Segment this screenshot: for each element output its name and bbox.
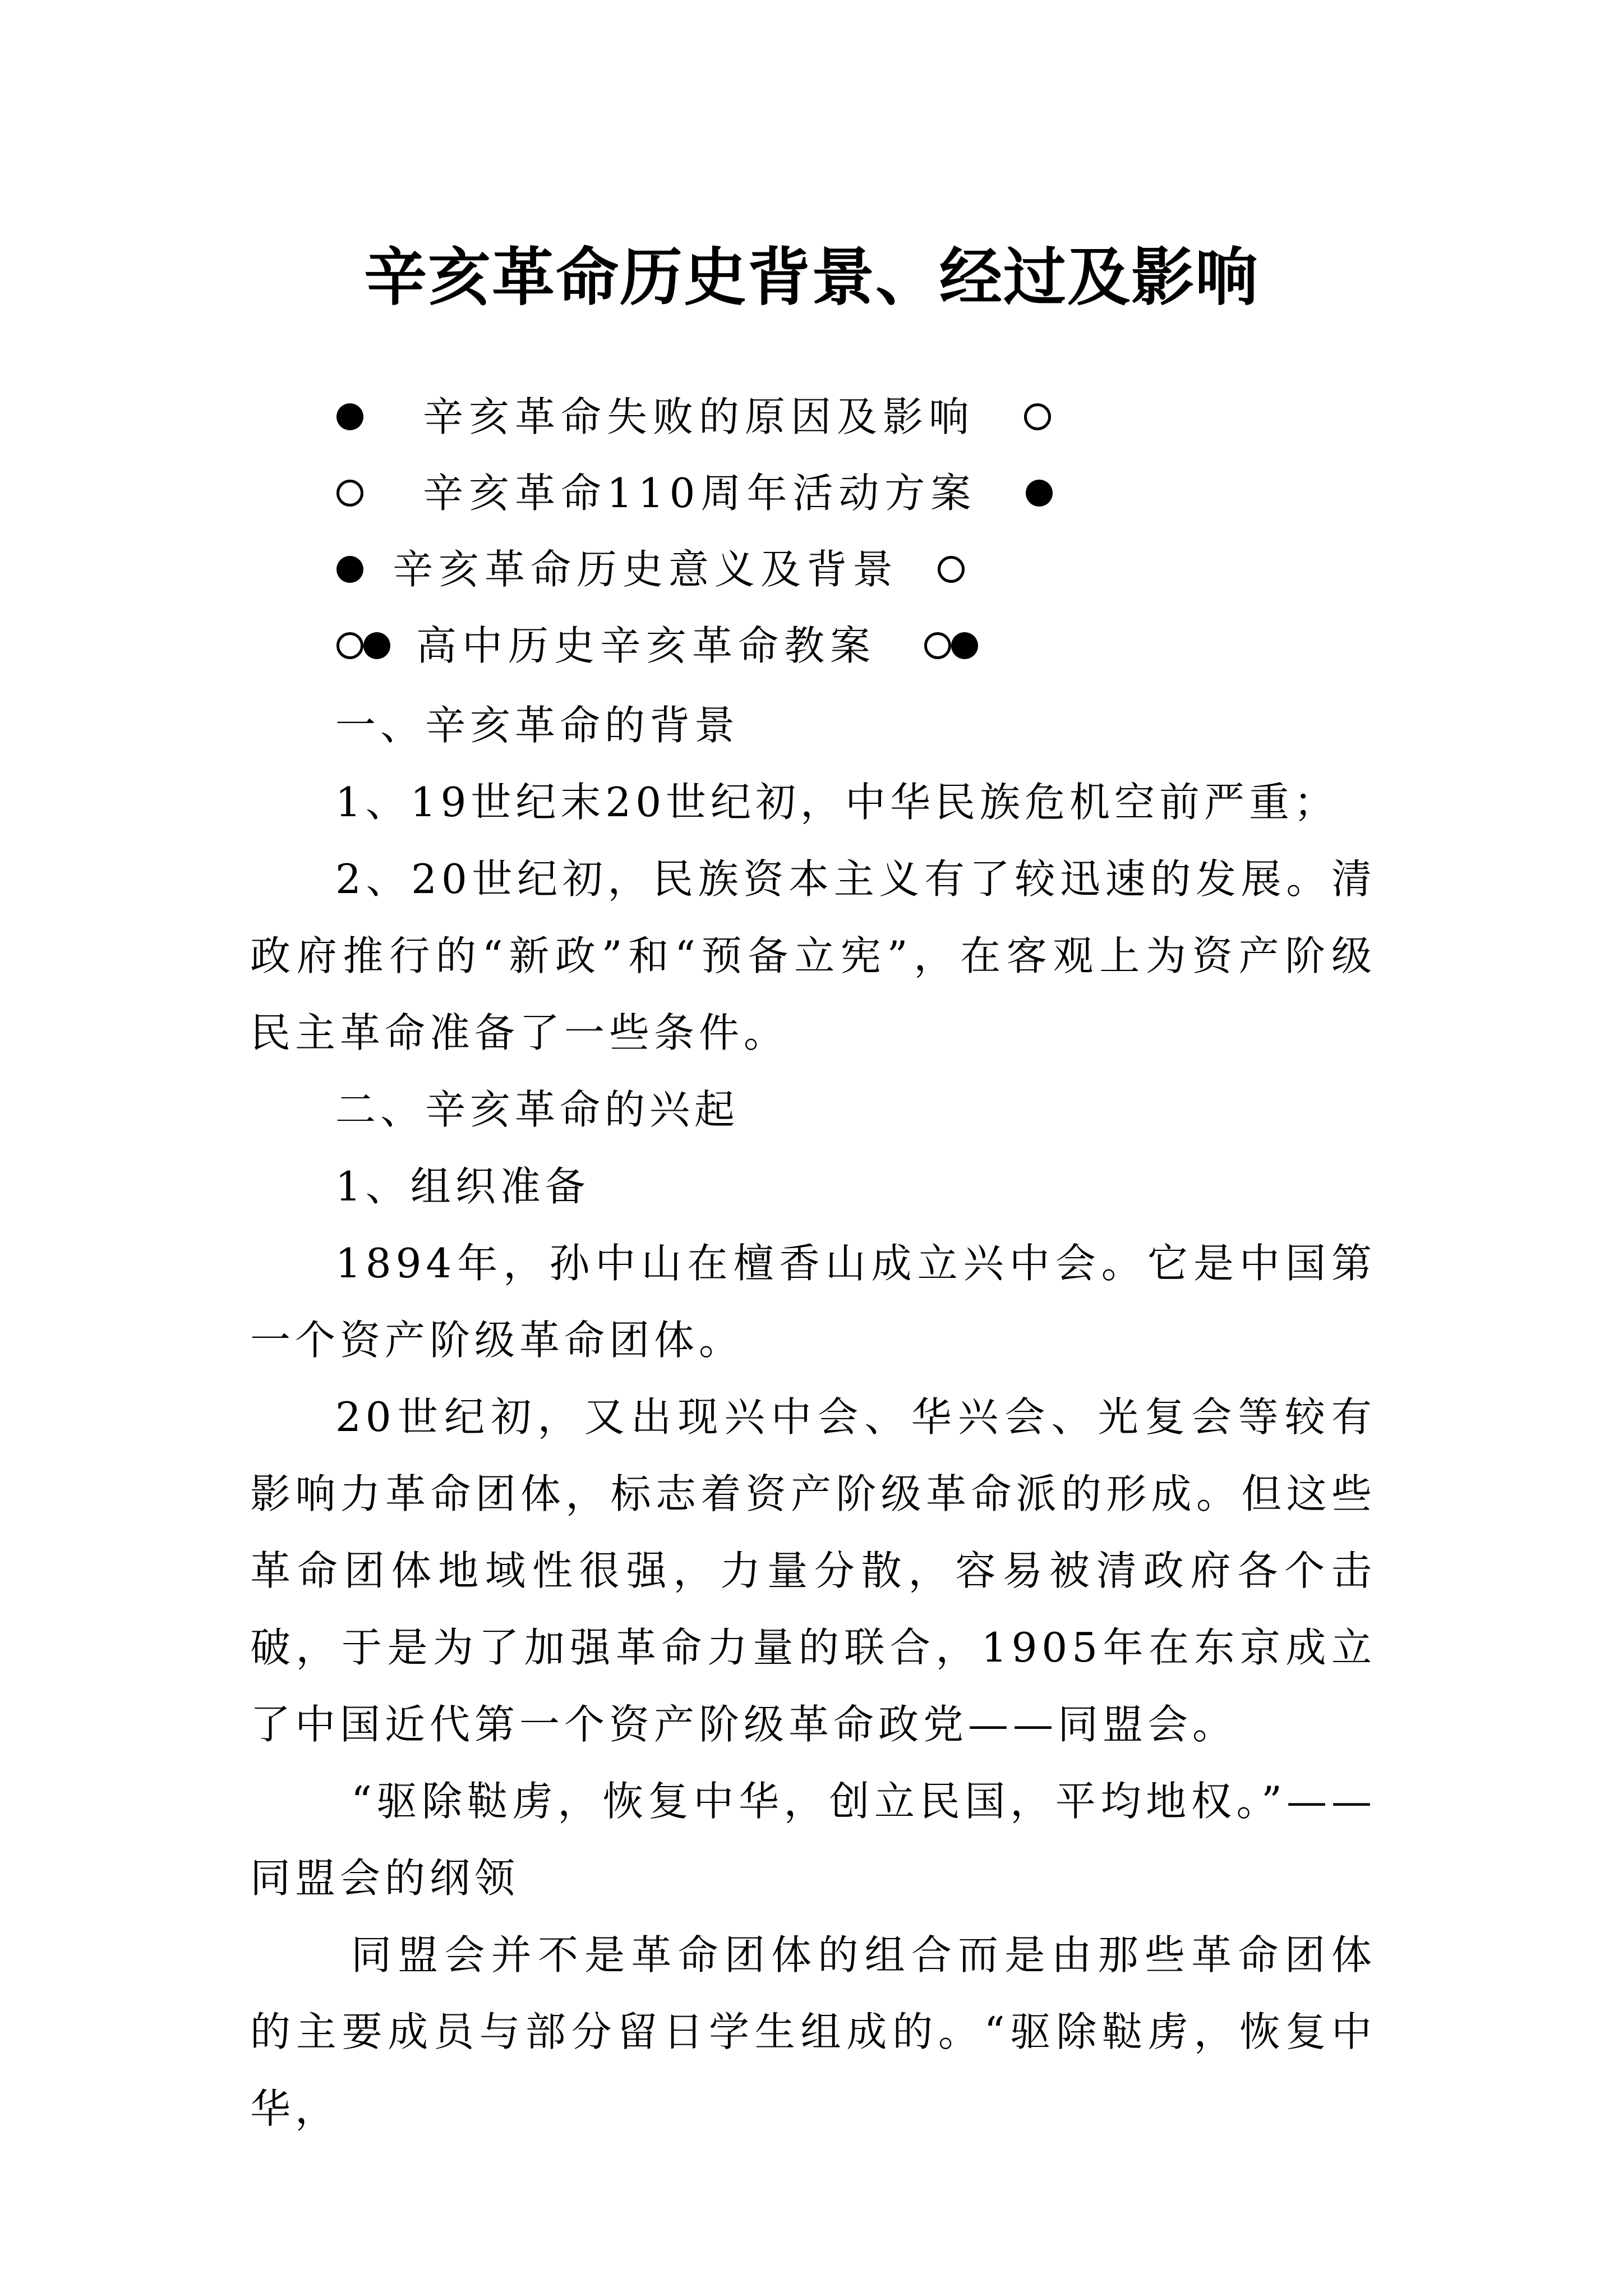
hollow-bullet-icon bbox=[938, 556, 965, 583]
paragraph: 20世纪初，又出现兴中会、华兴会、光复会等较有影响力革命团体，标志着资产阶级革命派的形成。但这些革命团体地域性很强，力量分散，容易被清政府各个击破，于是为了加强革命力量的联合，1905年在东京成立了中国近代第一个资产阶级革命政党——同盟会。 bbox=[250, 1393, 1376, 1748]
related-link-text[interactable]: 辛亥革命110周年活动方案 bbox=[423, 470, 977, 517]
filled-bullet-icon bbox=[336, 556, 363, 583]
hollow-bullet-icon bbox=[336, 632, 363, 659]
paragraph: 1894年，孙中山在檀香山成立兴中会。它是中国第一个资产阶级革命团体。 bbox=[250, 1240, 1376, 1364]
related-link-text[interactable]: 辛亥革命历史意义及背景 bbox=[393, 546, 899, 593]
filled-bullet-icon bbox=[1026, 480, 1053, 507]
subsection-heading: 1、组织准备 bbox=[335, 1163, 590, 1210]
program-quote: “驱除鞑虏，恢复中华，创立民国，平均地权。”——同盟会的纲领 bbox=[250, 1778, 1376, 1902]
section-heading: 二、辛亥革命的兴起 bbox=[335, 1086, 740, 1133]
related-link-4[interactable] bbox=[336, 608, 1053, 684]
related-link-text[interactable]: 辛亥革命失败的原因及影响 bbox=[423, 393, 975, 440]
filled-bullet-icon bbox=[336, 403, 363, 430]
filled-bullet-icon bbox=[951, 632, 978, 659]
related-link-text[interactable]: 高中历史辛亥革命教案 bbox=[416, 622, 877, 669]
hollow-bullet-icon bbox=[1024, 403, 1051, 430]
related-link-1[interactable] bbox=[336, 379, 1053, 455]
page-title: 辛亥革命历史背景、经过及影响 bbox=[364, 241, 1259, 315]
article-body bbox=[250, 687, 1376, 2147]
paragraph: 2、20世纪初，民族资本主义有了较迅速的发展。清政府推行的“新政”和“预备立宪”，在客观上为资产阶级民主革命准备了一些条件。 bbox=[250, 855, 1376, 1056]
paragraph: 1、19世纪末20世纪初，中华民族危机空前严重； bbox=[335, 779, 1339, 826]
related-link-3[interactable] bbox=[336, 531, 1053, 608]
hollow-bullet-icon bbox=[924, 632, 951, 659]
paragraph: 同盟会并不是革命团体的组合而是由那些革命团体的主要成员与部分留日学生组成的。“驱除鞑虏，恢复中华， bbox=[250, 1931, 1376, 2132]
related-links bbox=[336, 379, 1053, 684]
related-link-2[interactable] bbox=[336, 455, 1053, 531]
hollow-bullet-icon bbox=[336, 480, 363, 507]
section-heading: 一、辛亥革命的背景 bbox=[335, 702, 740, 749]
filled-bullet-icon bbox=[363, 632, 390, 659]
